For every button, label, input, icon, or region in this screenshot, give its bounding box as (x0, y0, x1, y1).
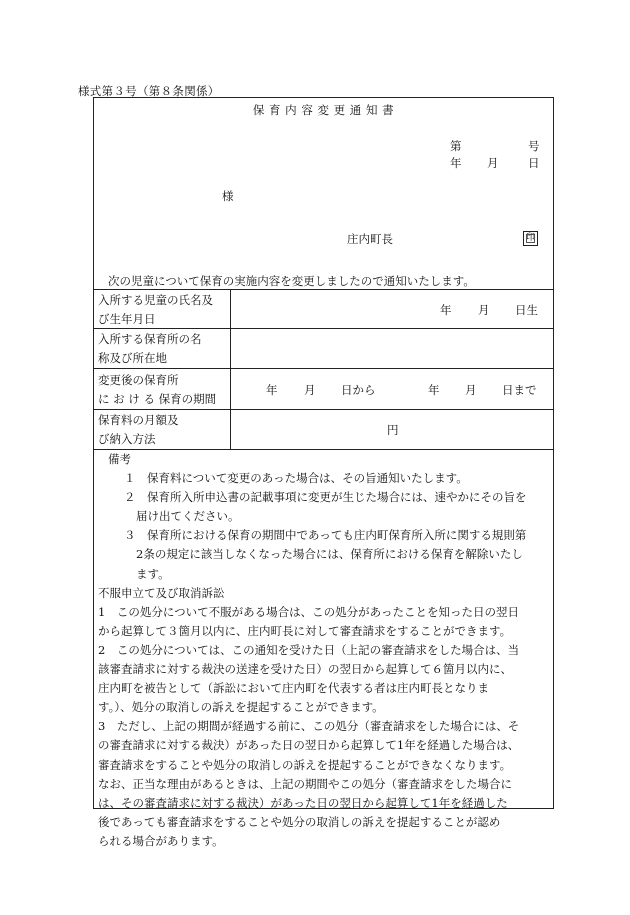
label-column-divider (230, 289, 231, 449)
appeal-heading: 不服申立て及び取消訴訟 (98, 585, 225, 600)
date-day-label: 日 (528, 156, 540, 170)
remarks-heading: 備考 (108, 452, 131, 466)
remarks-item: ２ 保育所入所申込書の記載事項に変更が生じた場合には、速やかにその旨を (124, 490, 527, 505)
appeal-line: 該審査請求に対する裁決の送達を受けた日）の翌日から起算して６箇月以内に、 (98, 662, 512, 677)
row-divider (94, 409, 553, 410)
appeal-line: 3 ただし、上記の期間が経過する前に、この処分（審査請求をした場合には、そ (98, 719, 520, 734)
intro-text: 次の児童について保育の実施内容を変更しましたので通知いたします。 (108, 274, 475, 288)
row-divider (94, 368, 553, 369)
seal-mark: 印 (523, 231, 538, 246)
remarks-item: ３ 保育所における保育の期間中であっても庄内町保育所入所に関する規則第 (124, 528, 527, 543)
appeal-line: 1 この処分について不服がある場合は、この処分があったことを知った日の翌日 (98, 604, 519, 619)
fee-payment-label: 保育料の月額及 び納入方法 (98, 413, 179, 446)
period-to-year: 年 (428, 383, 440, 397)
facility-name-address-label: 入所する保育所の名 称及び所在地 (98, 332, 202, 365)
number-go-label: 号 (528, 139, 540, 153)
period-from-day: 日から (341, 383, 376, 397)
child-name-birthdate-label: 入所する児童の氏名及 び生年月日 (98, 293, 213, 326)
period-from-year: 年 (266, 383, 278, 397)
appeal-line: 庄内町を被告として（訴訟において庄内町を代表する者は庄内町長となりま (98, 681, 489, 696)
appeal-line: られる場合があります。 (98, 833, 224, 848)
remarks-item-continued: 2条の規定に該当しなくなった場合には、保育所における保育を解除いたし (136, 547, 523, 562)
fee-yen-label: 円 (387, 423, 399, 437)
remarks-section (98, 450, 550, 851)
appeal-line: の審査請求に対する裁決）があった日の翌日から起算して1年を経過した場合は、 (98, 738, 520, 753)
birth-month-label: 月 (478, 303, 490, 317)
form-number: 様式第３号（第８条関係） (78, 84, 220, 98)
period-to-day: 日まで (502, 383, 537, 397)
appeal-line: す。）、処分の取消しの訴えを提起することができます。 (98, 700, 384, 715)
remarks-item-continued: ます。 (136, 566, 170, 581)
birth-day-label: 日生 (515, 303, 538, 317)
appeal-line: から起算して３箇月以内に、庄内町長に対して審査請求をすることができます。 (98, 623, 512, 638)
appeal-line: 後であっても審査請求をすることや処分の取消しの訴えを提起することが認め (98, 814, 501, 829)
issuer-name: 庄内町長 (347, 232, 393, 246)
addressee-suffix: 様 (222, 189, 234, 203)
appeal-line: は、その審査請求に対する裁決）があった日の翌日から起算して1年を経過した (98, 795, 508, 810)
remarks-item: １ 保育料について変更のあった場合は、その旨通知いたします。 (124, 471, 468, 486)
appeal-line: なお、正当な理由があるときは、上記の期間やこの処分（審査請求をした場合に (98, 776, 512, 791)
appeal-line: 審査請求をすることや処分の取消しの訴えを提起することができなくなります。 (98, 757, 512, 772)
remarks-item-continued: 届け出てください。 (136, 509, 240, 524)
period-from-month: 月 (304, 383, 316, 397)
document-title: 保 育 内 容 変 更 通 知 書 (252, 103, 395, 117)
number-dai-label: 第 (450, 139, 462, 153)
date-month-label: 月 (487, 156, 499, 170)
period-to-month: 月 (465, 383, 477, 397)
date-year-label: 年 (450, 156, 462, 170)
table-top-rule (94, 289, 553, 290)
care-period-label: 変更後の保育所 に お け る 保育の期間 (98, 373, 217, 406)
notice-form (93, 97, 554, 848)
appeal-line: 2 この処分については、この通知を受けた日（上記の審査請求をした場合は、当 (98, 642, 520, 657)
birth-year-label: 年 (440, 303, 452, 317)
